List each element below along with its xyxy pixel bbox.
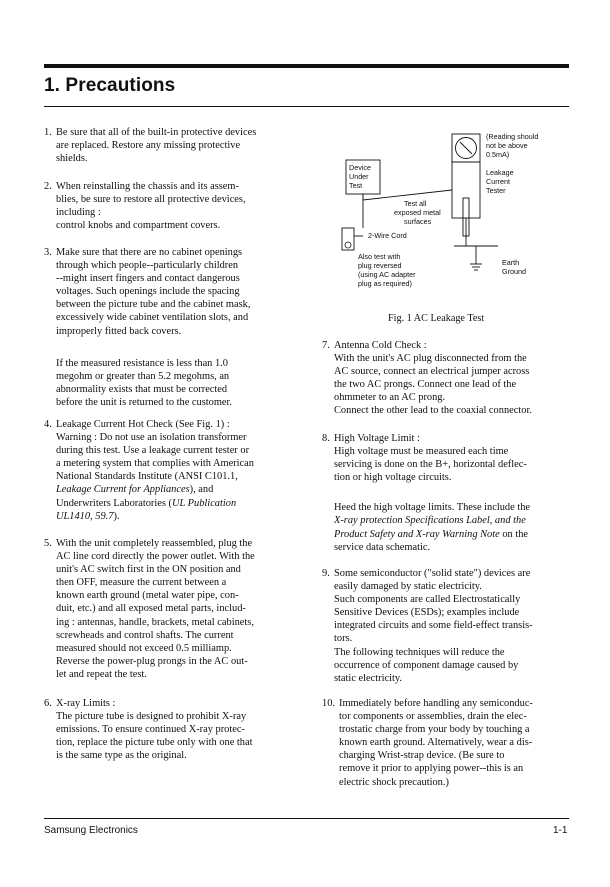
text-line: ohmmeter to an AC prong. (334, 392, 446, 404)
text-line (334, 528, 572, 541)
precaution-item-7 (322, 339, 572, 418)
text-line: High voltage must be measured each time (334, 446, 509, 458)
test-all-label-line: Test all (404, 199, 427, 208)
text-line: tor components or assemblies, drain the elec- (339, 711, 527, 723)
text-line: voltages. Such openings include the spacing (56, 286, 240, 298)
text-line: static electricity. (334, 672, 402, 684)
text-line: ing : antennas, handle, brackets, metal cabinets, (56, 616, 254, 628)
tester-body (452, 162, 480, 218)
text-fragment: Underwriters Laboratories ( (56, 497, 172, 509)
plug-note-line: Also test with (358, 252, 401, 261)
text-line: let and repeat the test. (56, 668, 147, 680)
text-line: unit's AC switch first in the ON position and (56, 564, 241, 576)
text-line: easily damaged by static electricity. (334, 581, 482, 593)
text-line: Such components are called Electrostatically (334, 594, 521, 606)
item-number: 4. (44, 419, 52, 430)
text-line: emissions. To ensure continued X-ray protec- (56, 724, 245, 736)
footer-company: Samsung Electronics (44, 825, 138, 836)
device-label-line: Test (349, 181, 363, 190)
text-line: abnormality exists that must be corrected (56, 383, 228, 395)
text-line (334, 514, 572, 527)
text-line: remove it prior to applying power--this is an (339, 763, 524, 775)
text-line: Antenna Cold Check : (334, 340, 427, 351)
text-line: trostatic charge from your body by touching a (339, 724, 530, 736)
text-line: If the measured resistance is less than 1.0 (56, 357, 228, 369)
italic-citation: UL1410, 59.7 (56, 510, 114, 522)
italic-reference: X-ray protection Specifications Label, and the (334, 515, 526, 527)
text-line: measured should not exceed 0.5 milliamp. (56, 642, 232, 654)
outlet-icon (342, 228, 354, 250)
text-line: Immediately before handling any semiconduc- (339, 698, 533, 709)
text-line: Some semiconductor ("solid state") devices are (334, 568, 531, 579)
precaution-item-6 (44, 697, 299, 762)
reading-note-line: 0.5mA) (486, 150, 510, 159)
text-line: through which people--particularly children (56, 260, 239, 272)
text-line: tion, replace the picture tube only with one that (56, 737, 253, 749)
item-number: 1. (44, 127, 52, 138)
item-number: 6. (44, 698, 52, 709)
text-line: between the picture tube and the cabinet mask, (56, 299, 251, 311)
meter-needle (460, 142, 472, 154)
precaution-item-2 (44, 180, 299, 232)
text-line: Sensitive Devices (ESDs); examples include (334, 607, 520, 619)
text-line: Heed the high voltage limits. These include the (334, 502, 531, 514)
device-label-line: Device (349, 163, 371, 172)
text-fragment: ), and (189, 484, 214, 496)
page-title: 1. Precautions (44, 75, 176, 96)
text-line: AC source, connect an electrical jumper across (334, 366, 530, 378)
precaution-item-5 (44, 537, 299, 681)
text-line: the two AC prongs. Connect one lead of the (334, 379, 517, 391)
text-line: control knobs and compartment covers. (56, 220, 221, 232)
precaution-item-4 (44, 418, 299, 523)
text-line: improperly fitted back covers. (56, 325, 182, 337)
text-line: service data schematic. (334, 541, 431, 553)
text-line: tors. (334, 633, 353, 645)
text-line: including : (56, 207, 101, 219)
italic-citation: UL Publication (171, 497, 237, 509)
test-all-label-line: surfaces (404, 217, 432, 226)
precaution-item-3 (44, 246, 299, 409)
text-line: servicing is done on the B+, horizontal deflec- (334, 459, 527, 471)
precaution-item-9 (322, 567, 572, 685)
italic-reference: Product Safety and X-ray Warning Note (334, 528, 500, 540)
text-line: blies, be sure to restore all protective devices, (56, 194, 246, 206)
text-fragment: ). (113, 510, 120, 522)
text-line: then OFF, measure the current between a (56, 577, 227, 589)
text-line: screwheads and control shafts. The current (56, 629, 234, 641)
title-rule (44, 106, 569, 107)
text-line: The picture tube is designed to prohibit X-ray (56, 711, 247, 723)
text-line: Reverse the power-plug prongs in the AC out- (56, 655, 248, 667)
reading-note-line: (Reading should (486, 132, 539, 141)
text-line: Make sure that there are no cabinet openings (56, 247, 243, 258)
item-number: 5. (44, 538, 52, 549)
text-line: are replaced. Restore any missing protective (56, 140, 241, 152)
text-line: before the unit is returned to the customer. (56, 396, 233, 408)
page-number: 1-1 (553, 825, 568, 836)
text-line: X-ray Limits : (56, 698, 116, 709)
tester-label-line: Leakage (486, 168, 514, 177)
text-line: known earth ground (metal water pipe, con- (56, 590, 239, 602)
text-line: National Standards Institute (ANSI C101.1, (56, 471, 238, 483)
ground-label-line: Ground (502, 267, 526, 276)
italic-citation: Leakage Current for Appliances (56, 484, 190, 496)
device-label-line: Under (349, 172, 369, 181)
precaution-item-10 (322, 697, 572, 789)
ground-label-line: Earth (502, 258, 520, 267)
outlet-socket (345, 242, 351, 248)
reading-note-line: not be above (486, 141, 528, 150)
text-line: electric shock precaution.) (339, 776, 449, 788)
test-all-label-line: exposed metal (394, 208, 441, 217)
text-line: Be sure that all of the built-in protective devices (56, 127, 257, 138)
plug-note-line: plug reversed (358, 261, 402, 270)
text-line: charging Wrist-strap device. (Be sure to (339, 750, 505, 762)
item-number: 7. (322, 340, 330, 351)
text-line: When reinstalling the chassis and its assem- (56, 181, 239, 192)
text-fragment: on the (499, 528, 529, 540)
text-line: Warning : Do not use an isolation transformer (56, 432, 247, 444)
text-line: --might insert fingers and contact dangerous (56, 273, 240, 285)
text-line: megohm or greater than 5.2 megohms, an (56, 370, 230, 382)
precaution-item-8 (322, 432, 572, 554)
top-rule (44, 64, 569, 68)
text-line: With the unit completely reassembled, plug the (56, 538, 253, 549)
item-number: 3. (44, 247, 52, 258)
text-line: With the unit's AC plug disconnected from the (334, 353, 527, 365)
ac-leakage-test-diagram (336, 128, 576, 304)
text-line: The following techniques will reduce the (334, 646, 505, 658)
text-line: tion or high voltage circuits. (334, 472, 452, 484)
item-number: 9. (322, 568, 330, 579)
text-line: duit, etc.) and all exposed metal parts, includ- (56, 603, 246, 615)
text-line: AC line cord directly the power outlet. With the (56, 551, 255, 563)
plug-note-line: (using AC adapter (358, 270, 416, 279)
cord-label: 2-Wire Cord (368, 231, 407, 240)
tester-label-line: Current (486, 177, 510, 186)
tester-label-line: Tester (486, 186, 506, 195)
plug-note-line: plug as required) (358, 279, 412, 288)
text-line: occurrence of component damage caused by (334, 659, 519, 671)
figure-caption: Fig. 1 AC Leakage Test (388, 313, 485, 324)
item-number: 2. (44, 181, 52, 192)
text-line: a metering system that complies with American (56, 458, 254, 470)
precaution-item-1 (44, 126, 299, 165)
text-line: Connect the other lead to the coaxial connector. (334, 405, 532, 417)
text-line: shields. (56, 153, 88, 165)
text-line: is the same type as the original. (56, 750, 187, 762)
footer-rule (44, 818, 569, 819)
text-line (56, 510, 299, 523)
item-number: 10. (322, 698, 335, 709)
text-line (56, 497, 299, 510)
text-line: Leakage Current Hot Check (See Fig. 1) : (56, 419, 230, 430)
text-line: High Voltage Limit : (334, 433, 420, 444)
text-line: during this test. Use a leakage current tester or (56, 445, 250, 457)
text-line (56, 483, 299, 496)
text-line: integrated circuits and some field-effect transis- (334, 620, 533, 632)
item-number: 8. (322, 433, 330, 444)
text-line: known earth ground. Alternatively, wear a dis- (339, 737, 533, 749)
text-line: excessively wide cabinet ventilation slots, and (56, 312, 249, 324)
